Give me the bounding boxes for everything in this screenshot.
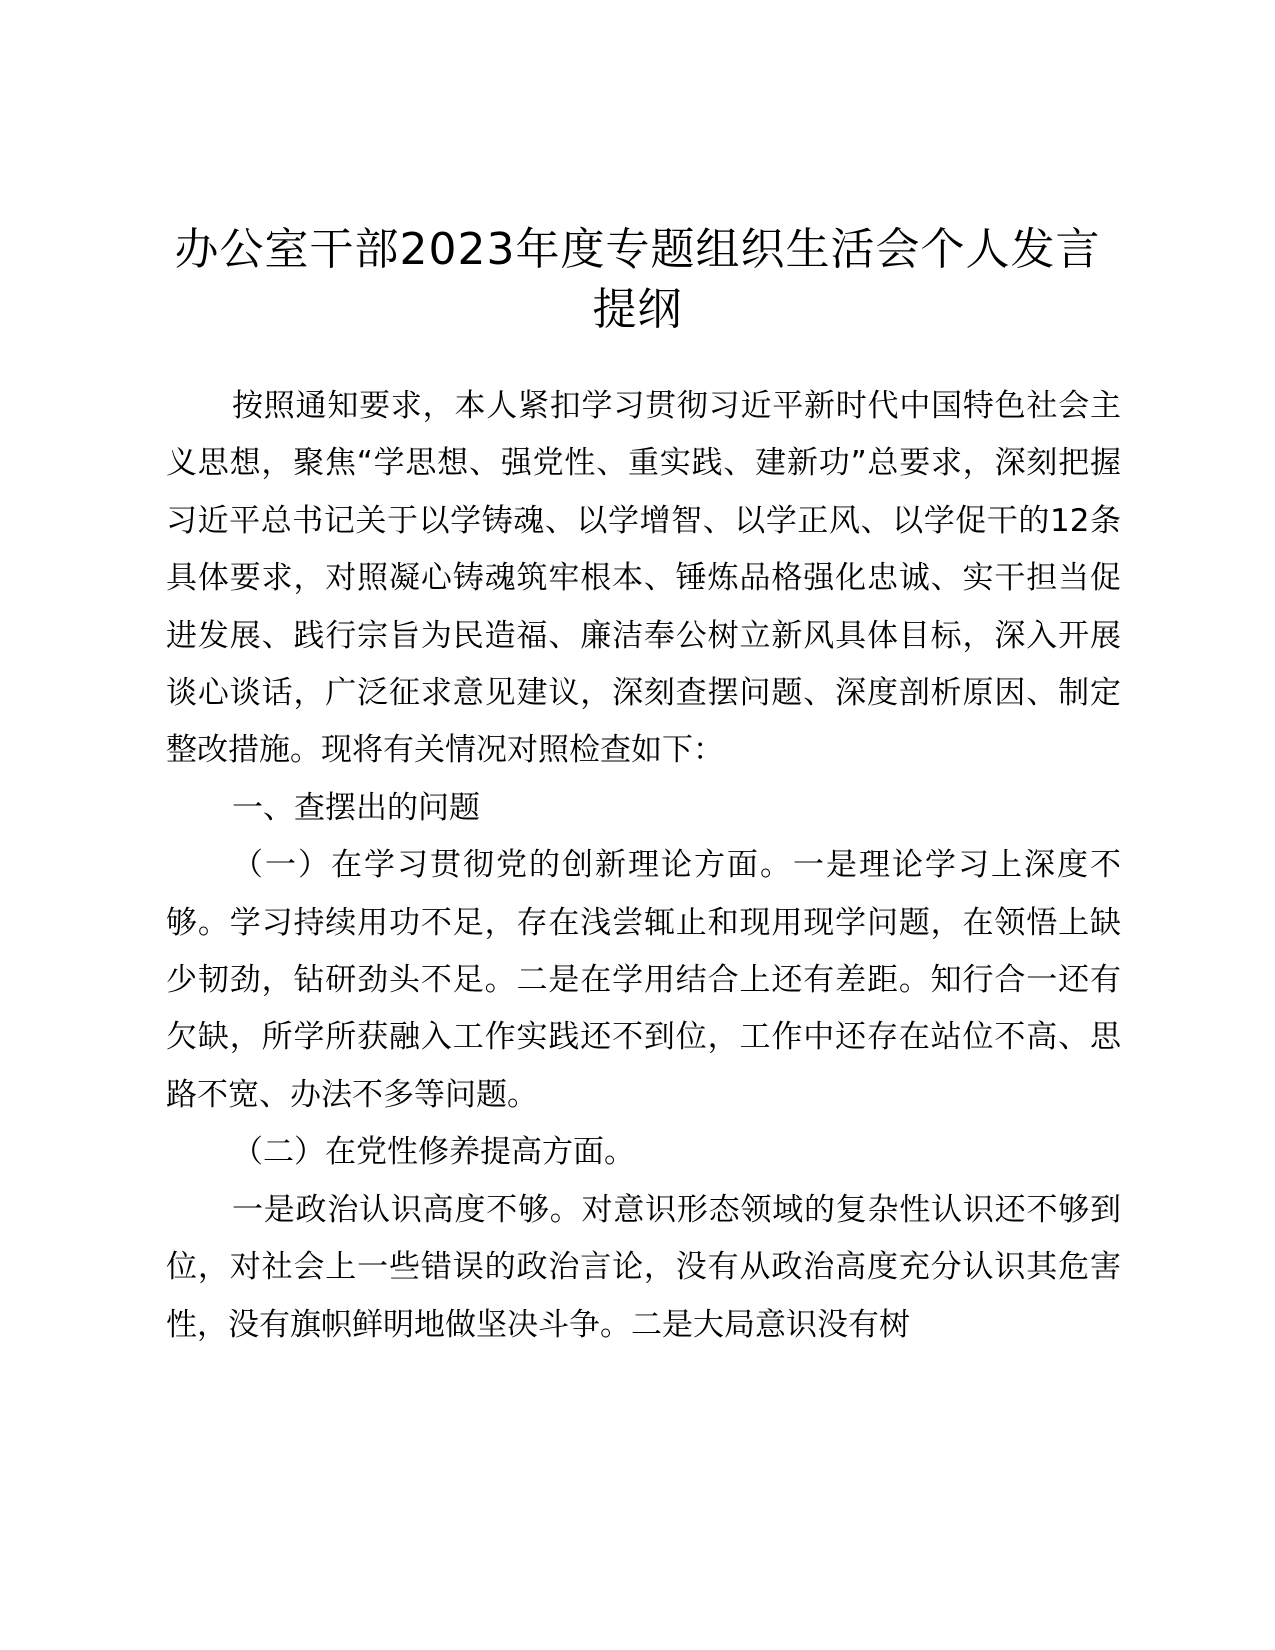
- subsection-theory-study: （一）在学习贯彻党的创新理论方面。一是理论学习上深度不够。学习持续用功不足，存在浅尝辄止和现用现学问题，在领悟上缺少韧劲，钻研劲头不足。二是在学用结合上还有差距。知行合一还有欠缺，所学所获融入工作实践还不到位，工作中还存在站位不高、思路不宽、办法不多等问题。: [166, 847, 1121, 1113]
- section-heading-problems: 一、查摆出的问题: [232, 789, 480, 826]
- document-body: [166, 378, 1121, 1354]
- document-title: 办公室干部2023年度专题组织生活会个人发言提纲: [174, 224, 1101, 335]
- subsection-party-spirit-body: 一是政治认识高度不够。对意识形态领域的复杂性认识还不够到位，对社会上一些错误的政治言论，没有从政治高度充分认识其危害性，没有旗帜鲜明地做坚决斗争。二是大局意识没有树: [166, 1191, 1121, 1343]
- subsection-party-spirit-heading: （二）在党性修养提高方面。: [232, 1134, 635, 1171]
- intro-paragraph: 按照通知要求，本人紧扣学习贯彻习近平新时代中国特色社会主义思想，聚焦“学思想、强党性、重实践、建新功”总要求，深刻把握习近平总书记关于以学铸魂、以学增智、以学正风、以学促干的12条具体要求，对照凝心铸魂筑牢根本、锤炼品格强化忠诚、实干担当促进发展、践行宗旨为民造福、廉洁奉公树立新风具体目标，深入开展谈心谈话，广泛征求意见建议，深刻查摆问题、深度剖析原因、制定整改措施。现将有关情况对照检查如下：: [166, 388, 1121, 769]
